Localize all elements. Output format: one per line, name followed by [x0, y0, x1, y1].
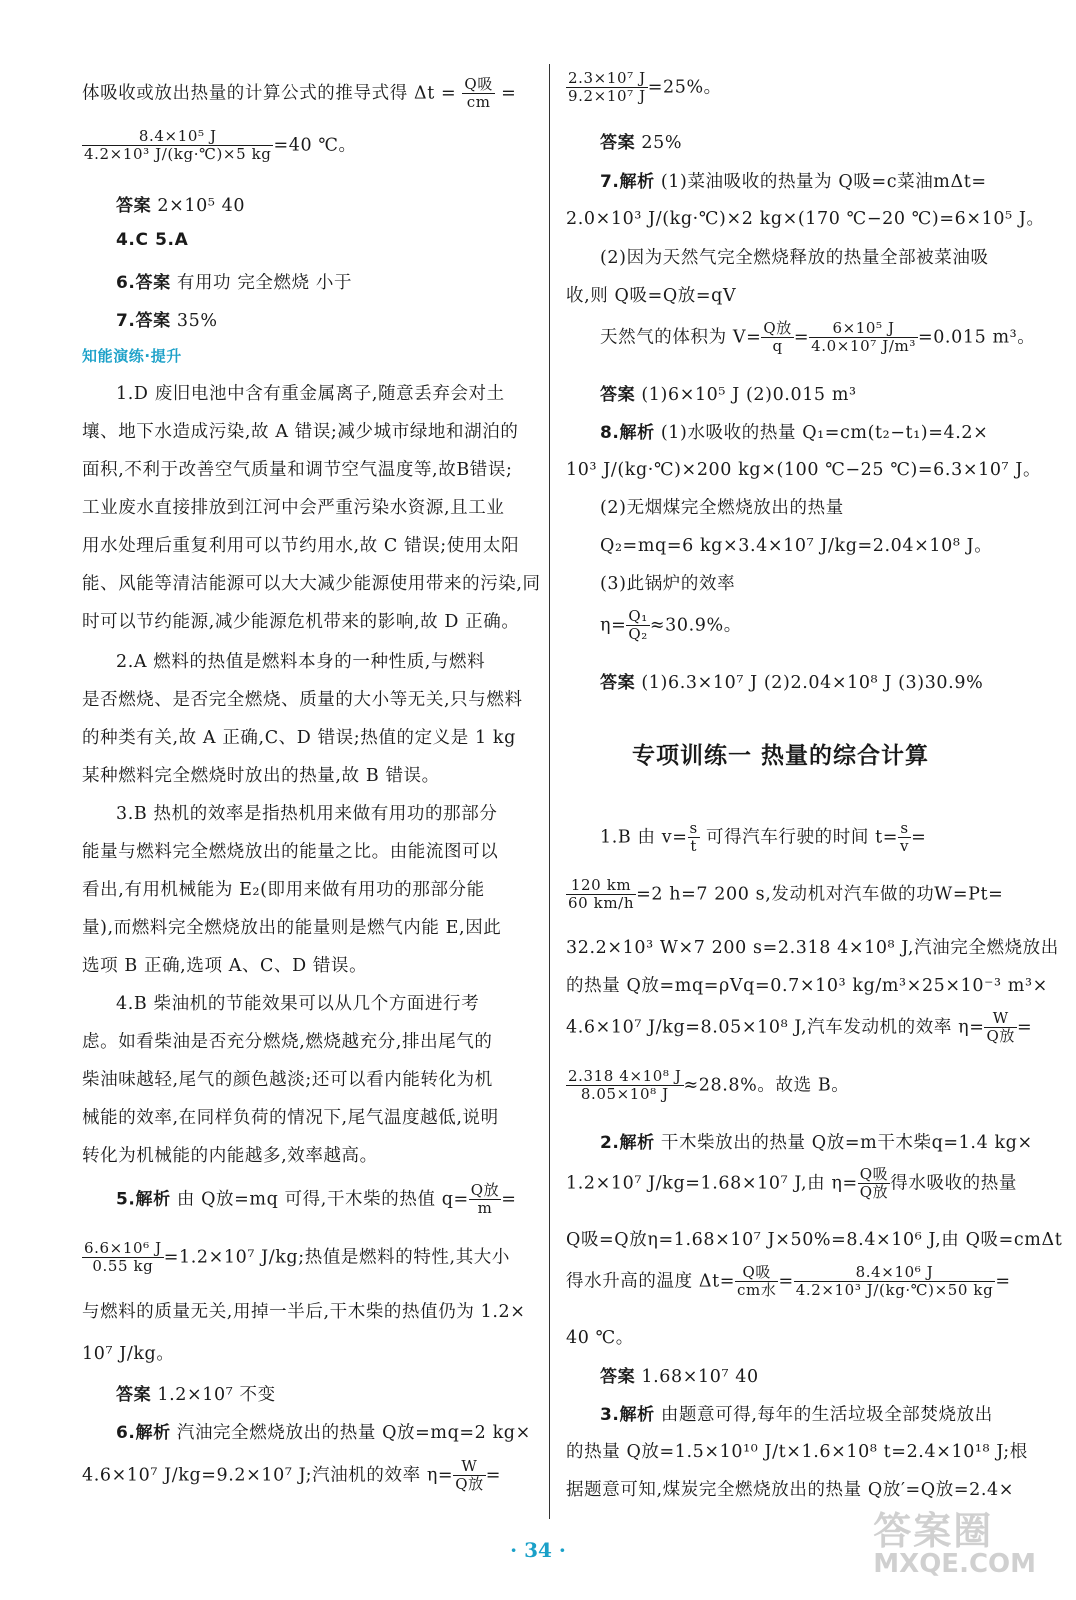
text-line: 2.0×10³ J/(kg·℃)×2 kg×(170 ℃−20 ℃)=6×10⁵ J。	[566, 209, 1045, 229]
text-line: 壤、地下水造成污染,故 A 错误;减少城市绿地和湖泊的	[82, 422, 519, 442]
text-line: 面积,不利于改善空气质量和调节空气温度等,故B错误;	[82, 460, 513, 480]
watermark-logo-text: 答案圈	[873, 1509, 994, 1553]
text-line: 柴油味越轻,尾气的颜色越淡;还可以看内能转化为机	[82, 1070, 493, 1090]
text-line: 1.D 废旧电池中含有重金属离子,随意丢弃会对土	[116, 384, 505, 404]
text-line: 2.解析 干木柴放出的热量 Q放=m干木柴q=1.4 kg×	[600, 1133, 1033, 1153]
answer-line: 7.答案 35%	[116, 311, 218, 331]
text-line: $\frac{\text{2.3×10⁷ J}}{\text{9.2×10⁷ J}}$ =25%。	[568, 69, 722, 106]
text-line: 某种燃料完全燃烧时放出的热量,故 B 错误。	[82, 766, 440, 786]
text-line: Q吸=Q放η=1.68×10⁷ J×50%=8.4×10⁶ J,由 Q吸=cmΔt	[566, 1230, 1063, 1250]
text-line: 10⁷ J/kg。	[82, 1344, 175, 1364]
text-line: 能量与燃料完全燃烧放出的能量之比。由能流图可以	[82, 842, 499, 862]
text-line: 40 ℃。	[566, 1328, 634, 1348]
text-line: 是否燃烧、是否完全燃烧、质量的大小等无关,只与燃料	[82, 690, 523, 710]
text-line: 工业废水直接排放到江河中会严重污染水资源,且工业	[82, 498, 505, 518]
answer-line: 答案 (1)6×10⁵ J (2)0.015 m³	[600, 385, 857, 405]
text-line: 量),而燃料完全燃烧放出的能量则是燃气内能 E,因此	[82, 918, 502, 938]
text-line: (2)无烟煤完全燃烧放出的热量	[600, 498, 844, 518]
text-line: 4.6×10⁷ J/kg=9.2×10⁷ J;汽油机的效率 η= $\frac{W}{\text{Q放}}$ =	[82, 1457, 501, 1494]
answer-line: 答案 2×10⁵ 40	[116, 196, 246, 216]
text-line: $\frac{\text{2.318 4×10⁸ J}}{\text{8.05×10⁸ J}}$ ≈28.8%。故选 B。	[568, 1067, 850, 1104]
text-line: 能、风能等清洁能源可以大大减少能源使用带来的污染,同	[82, 574, 541, 594]
text-line: 得水升高的温度 Δt= $\frac{\text{Q吸}}{\text{cm水}}$ = $\frac{\text{8.4×10⁶ J}}{\text{4.2×10³ J/(kg·℃)×50 kg}}$ =	[566, 1263, 1011, 1300]
text-line: 2.A 燃料的热值是燃料本身的一种性质,与燃料	[116, 652, 486, 672]
answer-line: 答案 (1)6.3×10⁷ J (2)2.04×10⁸ J (3)30.9%	[600, 673, 984, 693]
answer-line: 6.答案 有用功 完全燃烧 小于	[116, 273, 353, 293]
text-line: (3)此锅炉的效率	[600, 574, 736, 594]
answer-line: 答案 1.2×10⁷ 不变	[116, 1385, 276, 1405]
text-line: 4.6×10⁷ J/kg=8.05×10⁸ J,汽车发动机的效率 η= $\frac{W}{\text{Q放}}$ =	[566, 1009, 1033, 1046]
text-line: $\frac{120 km}{60 km/h}$ =2 h=7 200 s,发动机对汽车做的功W=Pt=	[568, 876, 1004, 913]
text-line: 转化为机械能的内能越多,效率越高。	[82, 1146, 378, 1166]
text-line: 虑。如看柴油是否充分燃烧,燃烧越充分,排出尾气的	[82, 1032, 493, 1052]
answer-line: 答案 1.68×10⁷ 40	[600, 1367, 759, 1387]
text-line: 10³ J/(kg·℃)×200 kg×(100 ℃−25 ℃)=6.3×10⁷ J。	[566, 460, 1042, 480]
answer-line: 答案 25%	[600, 133, 683, 153]
text-line: 体吸收或放出热量的计算公式的推导式得 Δt = $\frac{\text{Q吸}}{cm}$ =	[82, 75, 517, 112]
watermark	[873, 1500, 1036, 1579]
text-line: 3.解析 由题意可得,每年的生活垃圾全部焚烧放出	[600, 1405, 993, 1425]
answer-line: 4.C 5.A	[116, 230, 189, 250]
text-line: 6.解析 汽油完全燃烧放出的热量 Q放=mq=2 kg×	[116, 1423, 531, 1443]
text-line: 与燃料的质量无关,用掉一半后,干木柴的热值仍为 1.2×	[82, 1302, 526, 1322]
section-title: 专项训练一 热量的综合计算	[632, 743, 930, 769]
text-line: (2)因为天然气完全燃烧释放的热量全部被菜油吸	[600, 248, 989, 268]
text-line: 用水处理后重复利用可以节约用水,故 C 错误;使用太阳	[82, 536, 520, 556]
watermark-url: MXQE.COM	[873, 1549, 1036, 1579]
text-line: 8.解析 (1)水吸收的热量 Q₁=cm(t₂−t₁)=4.2×	[600, 423, 989, 443]
text-line: 看出,有用机械能为 E₂(即用来做有用功的那部分能	[82, 880, 485, 900]
text-line: 据题意可知,煤炭完全燃烧放出的热量 Q放′=Q放=2.4×	[566, 1480, 1015, 1500]
text-line: 4.B 柴油机的节能效果可以从几个方面进行考	[116, 994, 480, 1014]
text-line: 3.B 热机的效率是指热机用来做有用功的那部分	[116, 804, 498, 824]
text-line: 1.2×10⁷ J/kg=1.68×10⁷ J,由 η= $\frac{\text{Q吸}}{\text{Q放}}$ 得水吸收的热量	[566, 1165, 1017, 1202]
text-line: 5.解析 由 Q放=mq 可得,干木柴的热值 q= $\frac{\text{Q放}}{m}$ =	[116, 1181, 517, 1218]
text-line: η= $\frac{\text{Q₁}}{\text{Q₂}}$ ≈30.9%。	[600, 607, 742, 644]
text-line: 的种类有关,故 A 正确,C、D 错误;热值的定义是 1 kg	[82, 728, 516, 748]
text-line: 械能的效率,在同样负荷的情况下,尾气温度越低,说明	[82, 1108, 499, 1128]
text-line: 天然气的体积为 V= $\frac{\text{Q放}}{q}$ = $\frac{\text{6×10⁵ J}}{\text{4.0×10⁷ J/m³}}$ =0.015 m³。	[600, 319, 1036, 356]
page-number: · 34 ·	[510, 1538, 566, 1562]
section-heading: 知能演练·提升	[82, 347, 182, 365]
text-line: 时可以节约能源,减少能源危机带来的影响,故 D 正确。	[82, 612, 520, 632]
text-line: 的热量 Q放=1.5×10¹⁰ J/t×1.6×10⁸ t=2.4×10¹⁸ J;根	[566, 1442, 1028, 1462]
text-line: 32.2×10³ W×7 200 s=2.318 4×10⁸ J,汽油完全燃烧放出	[566, 938, 1059, 958]
text-line: 7.解析 (1)菜油吸收的热量为 Q吸=c菜油mΔt=	[600, 172, 987, 192]
text-line: Q₂=mq=6 kg×3.4×10⁷ J/kg=2.04×10⁸ J。	[600, 536, 993, 556]
text-line: $\frac{\text{6.6×10⁶ J}}{0.55 kg}$ =1.2×10⁷ J/kg;热值是燃料的特性,其大小	[84, 1239, 510, 1276]
text-line: 收,则 Q吸=Q放=qV	[566, 286, 737, 306]
text-line: 选项 B 正确,选项 A、C、D 错误。	[82, 956, 368, 976]
column-divider	[549, 64, 550, 1519]
text-line: 的热量 Q放=mq=ρVq=0.7×10³ kg/m³×25×10⁻³ m³×	[566, 976, 1048, 996]
text-line: 1.B 由 v= $\frac{s}{t}$ 可得汽车行驶的时间 t= $\frac{s}{v}$ =	[600, 819, 927, 856]
text-line: $\frac{\text{8.4×10⁵ J}}{\text{4.2×10³ J/(kg·℃)×5 kg}}$ =40 ℃。	[84, 127, 357, 164]
